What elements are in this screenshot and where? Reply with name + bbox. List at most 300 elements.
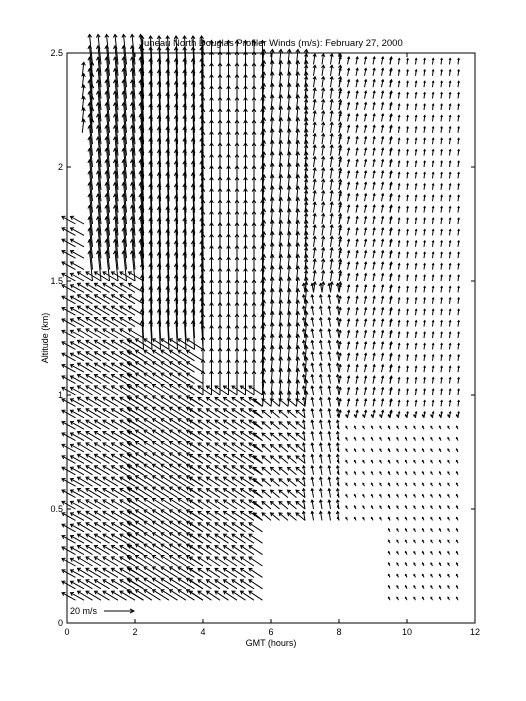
wind-vector — [207, 523, 221, 532]
wind-vector — [127, 578, 144, 589]
wind-vector — [241, 500, 255, 509]
wind-vector — [424, 138, 426, 144]
wind-vector — [363, 415, 365, 418]
wind-vector — [364, 171, 366, 179]
wind-vector — [422, 472, 424, 475]
wind-vector — [161, 590, 178, 601]
wind-vector — [330, 100, 333, 111]
wind-vector — [373, 205, 375, 213]
wind-vector — [112, 340, 127, 349]
wind-vector — [431, 426, 433, 429]
wind-vector — [405, 586, 407, 589]
wind-vector — [448, 586, 450, 589]
wind-vector — [449, 127, 451, 133]
wind-vector — [371, 506, 373, 509]
wind-vector — [390, 321, 392, 327]
wind-vector — [78, 511, 93, 520]
wind-vector — [86, 568, 101, 577]
wind-vector — [127, 499, 144, 510]
wind-vector — [120, 466, 135, 475]
wind-vector — [103, 272, 118, 281]
wind-vector — [364, 239, 366, 247]
wind-vector — [356, 308, 358, 316]
wind-vector — [78, 283, 93, 292]
wind-vector — [441, 150, 443, 156]
wind-vector — [311, 420, 314, 429]
wind-vector — [78, 363, 93, 372]
wind-vector — [380, 506, 382, 509]
wind-vector — [112, 580, 127, 589]
wind-vector — [112, 272, 127, 281]
wind-vector — [347, 148, 349, 156]
wind-vector — [103, 432, 118, 441]
wind-vector — [458, 70, 460, 76]
wind-vector — [414, 438, 416, 441]
wind-vector — [456, 586, 458, 589]
wind-vector — [458, 321, 460, 327]
wind-vector — [346, 449, 348, 452]
wind-vector — [422, 586, 424, 589]
wind-vector — [311, 500, 314, 509]
wind-vector — [319, 340, 322, 349]
wind-vector — [356, 251, 358, 259]
wind-vector — [390, 207, 392, 213]
wind-vector — [432, 309, 434, 315]
wind-vector — [449, 195, 451, 201]
wind-vector — [95, 340, 110, 349]
wind-vector — [112, 500, 127, 509]
wind-vector — [254, 456, 263, 464]
wind-vector — [458, 229, 460, 235]
wind-vector — [120, 283, 135, 292]
wind-vector — [207, 466, 221, 475]
wind-vector — [170, 578, 187, 589]
wind-vector — [112, 375, 127, 384]
wind-vector — [311, 432, 314, 441]
wind-vector — [78, 397, 93, 406]
wind-vector — [161, 567, 178, 578]
wind-vector — [398, 138, 400, 144]
wind-vector — [319, 443, 322, 452]
wind-vector — [62, 558, 76, 566]
wind-vector — [339, 80, 341, 88]
wind-vector — [339, 228, 341, 236]
wind-vector — [161, 453, 178, 464]
wind-vector — [398, 309, 400, 315]
wind-vector — [354, 438, 356, 441]
wind-vector — [62, 251, 76, 259]
wind-vector — [215, 477, 229, 486]
wind-vector — [439, 597, 441, 600]
wind-vector — [458, 218, 460, 224]
wind-vector — [432, 104, 434, 110]
wind-vector — [398, 161, 400, 167]
wind-vector — [405, 495, 407, 498]
wind-vector — [120, 443, 135, 452]
wind-vector — [170, 556, 187, 567]
wind-vector — [136, 442, 153, 453]
wind-vector — [62, 399, 76, 407]
wind-vector — [354, 506, 356, 509]
wind-vector — [178, 350, 195, 361]
wind-vector — [262, 445, 271, 453]
wind-vector — [381, 251, 383, 259]
wind-vector — [321, 88, 324, 99]
wind-vector — [381, 137, 383, 145]
wind-vector — [380, 495, 382, 498]
wind-vector — [456, 449, 458, 452]
wind-vector — [356, 228, 358, 236]
wind-vector — [339, 388, 341, 396]
wind-vector — [431, 438, 433, 441]
wind-vector — [415, 309, 417, 315]
wind-vector — [62, 308, 76, 316]
wind-vector — [319, 409, 322, 418]
wind-vector — [373, 194, 375, 202]
wind-vector — [161, 499, 178, 510]
wind-vector — [254, 433, 263, 441]
wind-vector — [78, 534, 93, 543]
wind-vector — [432, 81, 434, 87]
wind-vector — [311, 511, 314, 520]
wind-vector — [414, 426, 416, 429]
wind-vector — [424, 115, 426, 121]
wind-vector — [153, 419, 170, 430]
wind-vector — [373, 137, 375, 145]
wind-vector — [78, 295, 93, 304]
wind-vector — [120, 318, 135, 327]
wind-vector — [86, 477, 101, 486]
wind-vector — [346, 495, 348, 498]
wind-vector — [356, 262, 358, 270]
wind-vector — [86, 534, 101, 543]
wind-vector — [313, 111, 316, 122]
wind-vector — [356, 182, 358, 190]
wind-vector — [86, 489, 101, 498]
wind-vector — [407, 81, 409, 87]
wind-vector — [144, 499, 161, 510]
wind-vector — [103, 500, 118, 509]
wind-vector — [449, 207, 451, 213]
y-tick-label: 2 — [57, 162, 63, 172]
wind-vector — [373, 399, 375, 407]
wind-vector — [86, 375, 101, 384]
wind-vector — [62, 536, 76, 544]
wind-vector — [120, 568, 135, 577]
wind-vector — [254, 479, 263, 487]
wind-vector — [321, 100, 324, 111]
wind-vector — [380, 415, 382, 418]
wind-vector — [422, 495, 424, 498]
wind-vector — [62, 570, 76, 578]
wind-vector — [356, 80, 358, 88]
wind-vector — [407, 70, 409, 76]
wind-vector — [95, 489, 110, 498]
wind-vector — [388, 563, 390, 566]
wind-vector — [363, 449, 365, 452]
wind-vector — [390, 229, 392, 235]
wind-vector — [120, 546, 135, 555]
wind-vector — [136, 578, 153, 589]
wind-vector — [339, 205, 341, 213]
wind-vector — [390, 355, 392, 361]
wind-vector — [330, 259, 333, 270]
wind-vector — [356, 160, 358, 168]
wind-vector — [337, 460, 339, 463]
wind-vector — [249, 568, 263, 577]
wind-vector — [414, 540, 416, 543]
wind-vector — [262, 433, 271, 441]
wind-vector — [279, 513, 288, 521]
wind-vector — [364, 388, 366, 396]
wind-vector — [390, 275, 392, 281]
wind-vector — [86, 272, 101, 281]
wind-vector — [78, 466, 93, 475]
wind-vector — [215, 580, 229, 589]
wind-vector — [432, 378, 434, 384]
wind-vector — [347, 308, 349, 316]
wind-vector — [431, 495, 433, 498]
wind-vector — [414, 495, 416, 498]
wind-vector — [407, 184, 409, 190]
wind-vector — [432, 286, 434, 292]
wind-vector — [390, 389, 392, 395]
wind-vector — [380, 483, 382, 486]
wind-vector — [390, 378, 392, 384]
wind-vector — [422, 483, 424, 486]
wind-vector — [398, 412, 400, 418]
wind-vector — [373, 125, 375, 133]
wind-vector — [249, 580, 263, 589]
wind-vector — [414, 586, 416, 589]
wind-vector — [373, 91, 375, 99]
wind-vector — [328, 466, 331, 475]
wind-vector — [397, 563, 399, 566]
wind-vector — [187, 350, 204, 361]
wind-vector — [441, 115, 443, 121]
wind-vector — [313, 77, 316, 88]
wind-vector — [407, 104, 409, 110]
wind-vector — [103, 283, 118, 292]
wind-vector — [153, 350, 170, 361]
scale-arrow-label: 20 m/s — [70, 606, 98, 616]
wind-vector — [224, 534, 238, 543]
wind-vector — [224, 443, 238, 452]
wind-vector — [144, 385, 161, 396]
wind-vector — [311, 454, 314, 463]
wind-vector — [432, 343, 434, 349]
wind-vector — [313, 236, 316, 247]
wind-vector — [381, 57, 383, 65]
wind-vector — [364, 251, 366, 259]
wind-vector — [414, 449, 416, 452]
wind-vector — [347, 194, 349, 202]
wind-vector — [95, 386, 110, 395]
wind-vector — [373, 239, 375, 247]
wind-vector — [311, 397, 314, 406]
wind-vector — [311, 329, 314, 338]
wind-vector — [381, 274, 383, 282]
wind-vector — [339, 331, 341, 339]
wind-vector — [356, 205, 358, 213]
wind-vector — [458, 400, 460, 406]
wind-vector — [347, 251, 349, 259]
wind-vector — [441, 309, 443, 315]
wind-vector — [95, 580, 110, 589]
wind-vector — [347, 114, 349, 122]
wind-vector — [456, 460, 458, 463]
wind-vector — [170, 487, 187, 498]
wind-vector — [441, 93, 443, 99]
wind-vector — [390, 93, 392, 99]
wind-vector — [78, 386, 93, 395]
wind-vector — [449, 332, 451, 338]
wind-vector — [153, 385, 170, 396]
wind-vector — [449, 400, 451, 406]
wind-vector — [254, 490, 263, 498]
wind-vector — [388, 586, 390, 589]
wind-vector — [241, 420, 255, 429]
wind-vector — [95, 397, 110, 406]
wind-vector — [398, 172, 400, 178]
wind-vector — [153, 430, 170, 441]
wind-vector — [144, 578, 161, 589]
wind-vector — [449, 115, 451, 121]
wind-vector — [364, 182, 366, 190]
wind-vector — [347, 239, 349, 247]
wind-vector — [407, 127, 409, 133]
wind-vector — [398, 355, 400, 361]
wind-vector — [120, 397, 135, 406]
wind-vector — [127, 373, 144, 384]
wind-vector — [356, 388, 358, 396]
wind-vector — [279, 445, 288, 453]
wind-vector — [371, 438, 373, 441]
wind-vector — [458, 309, 460, 315]
wind-vector — [311, 318, 314, 327]
wind-vector — [319, 466, 322, 475]
wind-vector — [313, 179, 316, 190]
wind-vector — [431, 574, 433, 577]
wind-vector — [432, 389, 434, 395]
wind-vector — [279, 422, 288, 430]
wind-vector — [380, 460, 382, 463]
wind-vector — [458, 298, 460, 304]
wind-vector — [448, 529, 450, 532]
wind-vector — [330, 179, 333, 190]
wind-vector — [424, 218, 426, 224]
wind-vector — [241, 591, 255, 600]
wind-vector — [187, 362, 204, 373]
wind-vector — [112, 557, 127, 566]
wind-vector — [373, 103, 375, 111]
wind-vector — [86, 557, 101, 566]
wind-vector — [311, 443, 314, 452]
wind-vector — [95, 352, 110, 361]
wind-vector — [328, 409, 331, 418]
wind-vector — [424, 81, 426, 87]
wind-vector — [456, 472, 458, 475]
wind-vector — [319, 329, 322, 338]
wind-vector — [347, 319, 349, 327]
wind-vector — [311, 295, 314, 304]
wind-vector — [347, 353, 349, 361]
wind-vector — [415, 172, 417, 178]
wind-vector — [439, 540, 441, 543]
wind-vector — [95, 500, 110, 509]
wind-vector — [415, 286, 417, 292]
wind-vector — [407, 115, 409, 121]
wind-vector — [354, 483, 356, 486]
wind-vector — [207, 420, 221, 429]
wind-vector — [390, 264, 392, 270]
wind-vector — [129, 329, 144, 338]
wind-vector — [364, 296, 366, 304]
wind-vector — [153, 407, 170, 418]
wind-vector — [153, 510, 170, 521]
wind-vector — [398, 93, 400, 99]
wind-vector — [373, 148, 375, 156]
wind-vector — [207, 432, 221, 441]
wind-vector — [424, 366, 426, 372]
wind-vector — [103, 591, 118, 600]
wind-vector — [373, 365, 375, 373]
wind-vector — [112, 477, 127, 486]
x-tick-label: 4 — [200, 627, 206, 637]
wind-vector — [381, 114, 383, 122]
wind-vector — [262, 467, 271, 475]
wind-vector — [86, 580, 101, 589]
wind-vector — [356, 137, 358, 145]
wind-vector — [241, 443, 255, 452]
wind-vector — [241, 546, 255, 555]
wind-vector — [337, 517, 339, 520]
wind-vector — [431, 506, 433, 509]
wind-vector — [144, 556, 161, 567]
wind-vector — [405, 460, 407, 463]
wind-vector — [398, 321, 400, 327]
wind-vector — [448, 483, 450, 486]
wind-vector — [62, 285, 76, 293]
wind-vector — [432, 150, 434, 156]
wind-vector — [170, 442, 187, 453]
wind-vector — [405, 529, 407, 532]
wind-vector — [407, 309, 409, 315]
wind-vector — [363, 483, 365, 486]
wind-vector — [414, 472, 416, 475]
wind-vector — [62, 456, 76, 464]
wind-vector — [328, 443, 331, 452]
wind-vector — [127, 544, 144, 555]
wind-vector — [215, 397, 229, 406]
wind-vector — [103, 511, 118, 520]
wind-vector — [86, 591, 101, 600]
wind-vector — [432, 298, 434, 304]
wind-vector — [136, 544, 153, 555]
wind-vector — [397, 426, 399, 429]
wind-vector — [407, 400, 409, 406]
wind-vector — [311, 363, 314, 372]
wind-vector — [373, 251, 375, 259]
wind-vector — [456, 438, 458, 441]
wind-vector — [356, 239, 358, 247]
wind-vector — [390, 81, 392, 87]
wind-vector — [112, 352, 127, 361]
wind-vector — [422, 574, 424, 577]
wind-vector — [321, 134, 324, 145]
wind-vector — [254, 467, 263, 475]
wind-vector — [95, 477, 110, 486]
